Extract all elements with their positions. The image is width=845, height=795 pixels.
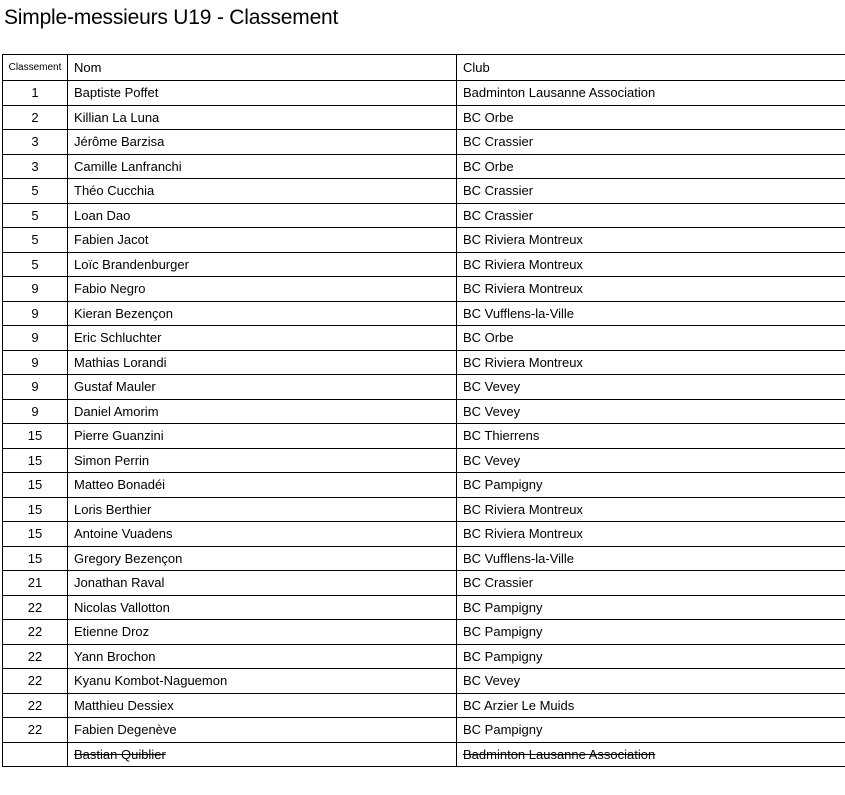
cell-player-name: Loïc Brandenburger [68, 252, 457, 277]
cell-rank: 22 [3, 620, 68, 645]
ranking-table [2, 54, 845, 767]
cell-rank: 9 [3, 277, 68, 302]
table-row [3, 203, 845, 228]
cell-rank: 22 [3, 644, 68, 669]
cell-rank: 15 [3, 473, 68, 498]
cell-club-name: BC Vevey [457, 669, 845, 694]
table-row [3, 473, 845, 498]
table-row [3, 522, 845, 547]
cell-rank: 3 [3, 130, 68, 155]
table-row [3, 669, 845, 694]
cell-club-name: BC Pampigny [457, 644, 845, 669]
table-row [3, 693, 845, 718]
cell-club-name: BC Orbe [457, 326, 845, 351]
cell-rank: 3 [3, 154, 68, 179]
cell-player-name: Bastian Quiblier [68, 742, 457, 767]
cell-rank [3, 742, 68, 767]
cell-rank: 9 [3, 326, 68, 351]
cell-club-name: BC Riviera Montreux [457, 277, 845, 302]
table-row [3, 350, 845, 375]
cell-rank: 5 [3, 228, 68, 253]
cell-player-name: Matthieu Dessiex [68, 693, 457, 718]
cell-player-name: Camille Lanfranchi [68, 154, 457, 179]
cell-rank: 15 [3, 546, 68, 571]
cell-club-name: BC Vevey [457, 448, 845, 473]
cell-club-name: BC Vufflens-la-Ville [457, 546, 845, 571]
cell-club-name: BC Crassier [457, 571, 845, 596]
cell-player-name: Nicolas Vallotton [68, 595, 457, 620]
cell-rank: 9 [3, 375, 68, 400]
table-row [3, 326, 845, 351]
cell-rank: 21 [3, 571, 68, 596]
cell-player-name: Fabien Degenève [68, 718, 457, 743]
table-row [3, 497, 845, 522]
table-row [3, 644, 845, 669]
cell-player-name: Simon Perrin [68, 448, 457, 473]
cell-player-name: Matteo Bonadéi [68, 473, 457, 498]
table-row [3, 448, 845, 473]
cell-club-name: BC Pampigny [457, 718, 845, 743]
table-row [3, 154, 845, 179]
cell-rank: 15 [3, 522, 68, 547]
cell-rank: 15 [3, 448, 68, 473]
table-row [3, 228, 845, 253]
table-row [3, 105, 845, 130]
table-row [3, 399, 845, 424]
cell-club-name: BC Crassier [457, 203, 845, 228]
header-club: Club [457, 55, 845, 81]
cell-club-name: Badminton Lausanne Association [457, 742, 845, 767]
cell-rank: 5 [3, 203, 68, 228]
cell-club-name: BC Crassier [457, 130, 845, 155]
header-name: Nom [68, 55, 457, 81]
table-row [3, 571, 845, 596]
cell-player-name: Gustaf Mauler [68, 375, 457, 400]
cell-player-name: Loris Berthier [68, 497, 457, 522]
cell-rank: 22 [3, 693, 68, 718]
table-row [3, 718, 845, 743]
cell-player-name: Etienne Droz [68, 620, 457, 645]
cell-club-name: BC Pampigny [457, 473, 845, 498]
table-row [3, 179, 845, 204]
cell-rank: 2 [3, 105, 68, 130]
cell-rank: 9 [3, 301, 68, 326]
cell-rank: 1 [3, 81, 68, 106]
cell-player-name: Jonathan Raval [68, 571, 457, 596]
cell-club-name: BC Riviera Montreux [457, 350, 845, 375]
cell-rank: 5 [3, 179, 68, 204]
cell-club-name: BC Orbe [457, 105, 845, 130]
cell-player-name: Fabien Jacot [68, 228, 457, 253]
table-row [3, 81, 845, 106]
cell-player-name: Antoine Vuadens [68, 522, 457, 547]
cell-club-name: BC Vufflens-la-Ville [457, 301, 845, 326]
cell-rank: 9 [3, 350, 68, 375]
cell-club-name: BC Vevey [457, 375, 845, 400]
cell-club-name: BC Arzier Le Muids [457, 693, 845, 718]
cell-player-name: Mathias Lorandi [68, 350, 457, 375]
cell-player-name: Kyanu Kombot-Naguemon [68, 669, 457, 694]
cell-player-name: Baptiste Poffet [68, 81, 457, 106]
cell-club-name: BC Riviera Montreux [457, 522, 845, 547]
cell-player-name: Eric Schluchter [68, 326, 457, 351]
cell-rank: 22 [3, 669, 68, 694]
table-header-row [3, 55, 845, 81]
table-row [3, 130, 845, 155]
cell-player-name: Daniel Amorim [68, 399, 457, 424]
cell-club-name: BC Thierrens [457, 424, 845, 449]
cell-club-name: BC Pampigny [457, 595, 845, 620]
cell-rank: 15 [3, 497, 68, 522]
table-row [3, 595, 845, 620]
cell-rank: 15 [3, 424, 68, 449]
cell-club-name: BC Crassier [457, 179, 845, 204]
ranking-body [3, 81, 845, 767]
cell-player-name: Jérôme Barzisa [68, 130, 457, 155]
cell-player-name: Yann Brochon [68, 644, 457, 669]
cell-club-name: Badminton Lausanne Association [457, 81, 845, 106]
header-rank: Classement [3, 55, 68, 81]
cell-player-name: Killian La Luna [68, 105, 457, 130]
cell-club-name: BC Riviera Montreux [457, 497, 845, 522]
cell-rank: 22 [3, 718, 68, 743]
cell-player-name: Pierre Guanzini [68, 424, 457, 449]
cell-player-name: Kieran Bezençon [68, 301, 457, 326]
table-row [3, 301, 845, 326]
cell-club-name: BC Pampigny [457, 620, 845, 645]
table-row [3, 375, 845, 400]
table-row [3, 277, 845, 302]
table-row [3, 424, 845, 449]
cell-player-name: Gregory Bezençon [68, 546, 457, 571]
cell-rank: 9 [3, 399, 68, 424]
cell-club-name: BC Orbe [457, 154, 845, 179]
table-row [3, 620, 845, 645]
cell-player-name: Loan Dao [68, 203, 457, 228]
cell-rank: 22 [3, 595, 68, 620]
cell-player-name: Fabio Negro [68, 277, 457, 302]
cell-player-name: Théo Cucchia [68, 179, 457, 204]
table-row [3, 546, 845, 571]
cell-club-name: BC Riviera Montreux [457, 252, 845, 277]
table-row [3, 742, 845, 767]
cell-club-name: BC Riviera Montreux [457, 228, 845, 253]
page-title: Simple-messieurs U19 - Classement [4, 6, 339, 29]
cell-club-name: BC Vevey [457, 399, 845, 424]
table-row [3, 252, 845, 277]
cell-rank: 5 [3, 252, 68, 277]
